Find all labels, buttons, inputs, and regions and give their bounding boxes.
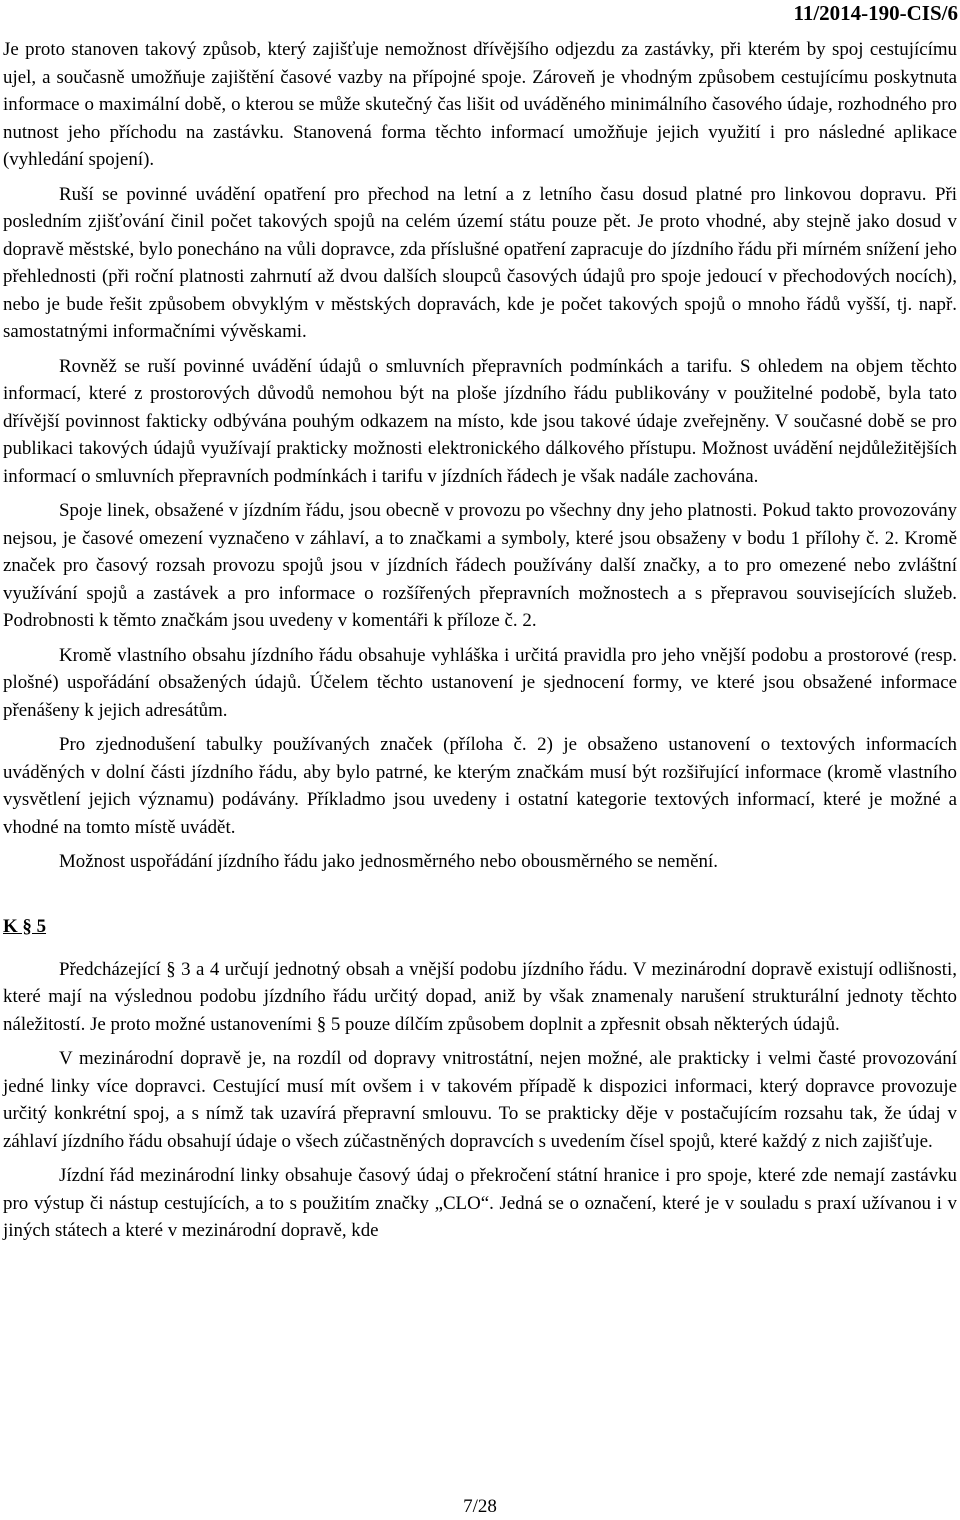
document-body — [3, 36, 957, 1252]
paragraph-10: Jízdní řád mezinárodní linky obsahuje časový údaj o překročení státní hranice i pro spoje, které zde nemají zastávku pro výstup či nástup cestujících, a to s použitím značky „CLO“. Jedná se o označení, které je v souladu s praxí užívanou i v jiných státech a které v mezinárodní dopravě, kde — [3, 1165, 957, 1241]
section-heading: K § 5 — [3, 915, 47, 937]
paragraph-2: Ruší se povinné uvádění opatření pro přechod na letní a z letního času dosud platné pro linkovou dopravu. Při posledním zjišťování činil počet takových spojů na celém území státu pouze pět. Je proto vhodné, aby stejně jako dosud v dopravě městské, bylo ponecháno na vůli dopravce, zda příslušné opatření zapracuje do jízdního řádu při mírném snížení jeho přehlednosti (při roční platnosti zahrnutí až dvou dalších sloupců časových údajů pro spoje jedoucí v přechodových nocích), nebo je bude řešit způsobem obvyklým v městských dopravách, kde je počet takových spojů o mnoho řádů vyšší, tj. např. samostatnými informačními vývěskami. — [3, 183, 957, 342]
paragraph-5: Kromě vlastního obsahu jízdního řádu obsahuje vyhláška i určitá pravidla pro jeho vnější podobu a prostorové (resp. plošné) uspořádání obsažených údajů. Účelem těchto ustanovení je sjednocení formy, ve které jsou obsažené informace přenášeny k jejich adresátům. — [3, 644, 957, 721]
paragraph-4: Spoje linek, obsažené v jízdním řádu, jsou obecně v provozu po všechny dny jeho platnosti. Pokud takto provozovány nejsou, je časové omezení vyznačeno v záhlaví, a to značkami a symboly, které jsou obsaženy v bodu 1 přílohy č. 2. Kromě značek pro časový rozsah provozu spojů jsou v jízdních řádech používány další značky, a to pro omezené nebo zvláštní využívání spojů a zastávek a pro informace o rozšířených přepravních možnostech a s přepravou souvisejících služeb. Podrobnosti k těmto značkám jsou uvedeny v komentáři k příloze č. 2. — [3, 500, 957, 631]
paragraph-6: Pro zjednodušení tabulky používaných značek (příloha č. 2) je obsaženo ustanovení o textových informacích uváděných v dolní části jízdního řádu, aby bylo patrné, ke kterým značkám musí být rozšiřující informace (kromě vlastního vysvětlení jejich významu) podávány. Příkladmo jsou uvedeny i ostatní kategorie textových informací, které je možné a vhodné na tomto místě uvádět. — [3, 734, 957, 838]
paragraph-3: Rovněž se ruší povinné uvádění údajů o smluvních přepravních podmínkách a tarifu. S ohledem na objem těchto informací, které z prostorových důvodů nemohou být na ploše jízdního řádu publikovány v použitelné podobě, byla tato dřívější povinnost fakticky odbývána pouhým odkazem na místo, kde jsou takové údaje zveřejněny. V současné době se pro publikaci takových údajů využívají prakticky možnosti elektronického dálkového přístupu. Možnost uvádění nejdůležitějších informací o smluvních přepravních podmínkách i tarifu v jízdních řádech je však nadále zachována. — [3, 355, 957, 487]
page-number: 7/28 — [463, 1496, 497, 1517]
document-reference: 11/2014-190-CIS/6 — [793, 1, 958, 25]
paragraph-1: Je proto stanoven takový způsob, který zajišťuje nemožnost dřívějšího odjezdu za zastávky, při kterém by spoj cestujícímu ujel, a současně umožňuje zajištění časové vazby na přípojné spoje. Zároveň je vhodným způsobem cestujícímu poskytnuta informace o maximální době, o kterou se může skutečný čas lišit od uváděného minimálního časového údaje, rozhodného pro nutnost jeho příchodu na zastávku. Stanovená forma těchto informací umožňuje jejich využití i pro následné aplikace (vyhledání spojení). — [3, 39, 957, 170]
paragraph-9: V mezinárodní dopravě je, na rozdíl od dopravy vnitrostátní, nejen možné, ale prakticky i velmi časté provozování jedné linky více dopravci. Cestující musí mít ovšem i v takovém případě k dispozici informaci, který dopravce provozuje určitý konkrétní spoj, a s nímž tak uzavírá přepravní smlouvu. To se prakticky děje v postačujícím rozsahu tak, že údaj v záhlaví jízdního řádu obsahují údaje o všech zúčastněných dopravcích s uvedením čísel spojů, které každý z nich zajišťuje. — [3, 1048, 957, 1152]
paragraph-7: Možnost uspořádání jízdního řádu jako jednosměrného nebo obousměrného se nemění. — [59, 851, 718, 872]
paragraph-8: Předcházející § 3 a 4 určují jednotný obsah a vnější podobu jízdního řádu. V mezinárodní dopravě existují odlišnosti, které mají na výslednou podobu jízdního řádu určitý dopad, aniž by však znamenaly narušení strukturální jednoty těchto náležitostí. Je proto možné ustanoveními § 5 pouze dílčím způsobem doplnit a zpřesnit obsah některých údajů. — [3, 958, 957, 1035]
